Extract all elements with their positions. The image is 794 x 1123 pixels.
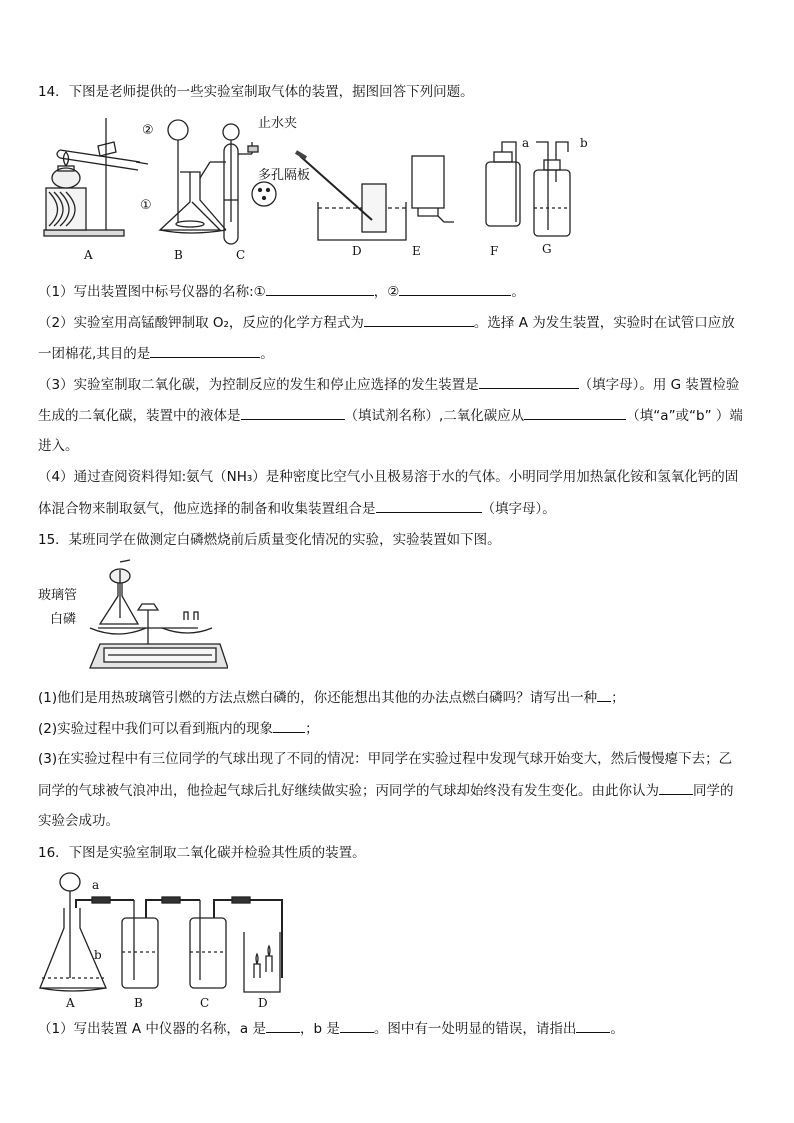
- label-G: G: [542, 242, 552, 256]
- q14-part3-line1: （3）实验室制取二氧化碳，为控制反应的发生和停止应选择的发生装置是 （填字母）。用 G 装置检验: [38, 374, 739, 395]
- label-B: B: [174, 248, 183, 262]
- answer-blank[interactable]: [266, 281, 374, 296]
- label-water-clamp: 止水夹: [258, 116, 298, 131]
- answer-blank[interactable]: [399, 281, 511, 296]
- q16-apparatus-drawing: [36, 868, 306, 1014]
- q14-part3-line3: 进入。: [38, 438, 79, 454]
- label-B: B: [134, 996, 143, 1010]
- q14-apparatus-figure: [40, 112, 600, 262]
- answer-blank[interactable]: [576, 1018, 610, 1033]
- q16-stem: 16．下图是实验室制取二氧化碳并检验其性质的装置。: [38, 845, 366, 861]
- q15-part1: (1)他们是用热玻璃管引燃的方法点燃白磷的，你还能想出其他的办法点燃白磷吗？请写出一种 ；: [38, 687, 625, 708]
- label-C: C: [236, 248, 246, 262]
- label-E: E: [412, 244, 421, 258]
- label-circle-1: ①: [140, 198, 152, 213]
- answer-blank[interactable]: [364, 312, 474, 327]
- label-tube-b: b: [580, 136, 588, 150]
- answer-blank[interactable]: [273, 718, 305, 733]
- label-A: A: [66, 996, 75, 1010]
- label-F: F: [490, 244, 499, 258]
- label-flask-b: b: [94, 948, 102, 962]
- q14-part3-line2: 生成的二氧化碳，装置中的液体是 （填试剂名称）,二氧化碳应从 （填“a”或“b” ）端: [38, 405, 743, 426]
- q15-balance-figure: [38, 558, 228, 674]
- q16-part1: （1）写出装置 A 中仪器的名称，a 是 ，b 是 。图中有一处明显的错误，请指出 。: [38, 1018, 624, 1039]
- q14-part2-line1: （2）实验室用高锰酸钾制取 O₂，反应的化学方程式为 。选择 A 为发生装置，实验时在试管口应放: [38, 312, 735, 333]
- label-D: D: [258, 996, 268, 1010]
- answer-blank[interactable]: [266, 1018, 300, 1033]
- answer-blank[interactable]: [659, 780, 693, 795]
- answer-blank[interactable]: [524, 405, 626, 420]
- answer-blank[interactable]: [597, 687, 611, 702]
- label-A: A: [84, 248, 93, 262]
- label-D: D: [352, 244, 362, 258]
- q15-stem: 15．某班同学在做测定白磷燃烧前后质量变化情况的实验，实验装置如下图。: [38, 532, 501, 548]
- label-tube-a: a: [522, 136, 530, 150]
- label-funnel-a: a: [92, 878, 100, 892]
- answer-blank[interactable]: [340, 1018, 374, 1033]
- q14-part2-line2: 一团棉花,其目的是 。: [38, 343, 274, 364]
- label-C: C: [200, 996, 210, 1010]
- q14-stem: 14．下图是老师提供的一些实验室制取气体的装置，据图回答下列问题。: [38, 84, 474, 100]
- q15-part2: (2)实验过程中我们可以看到瓶内的现象 ；: [38, 718, 319, 739]
- q15-part3-line3: 实验会成功。: [38, 813, 119, 829]
- q16-apparatus-figure: [36, 868, 306, 1014]
- q14-part4-line2: 体混合物来制取氨气，他应选择的制备和收集装置组合是 （填字母）。: [38, 498, 556, 519]
- q15-part3-line2: 同学的气球被气浪冲出，他捡起气球后扎好继续做实验；丙同学的气球却始终没有发生变化。由此你认为 同学的: [38, 780, 734, 801]
- q14-part1: （1）写出装置图中标号仪器的名称:① ，② 。: [38, 281, 525, 302]
- label-white-phosphorus: 白磷: [50, 612, 77, 627]
- answer-blank[interactable]: [150, 343, 260, 358]
- answer-blank[interactable]: [376, 498, 482, 513]
- answer-blank[interactable]: [241, 405, 345, 420]
- label-porous-plate: 多孔隔板: [258, 168, 311, 183]
- answer-blank[interactable]: [479, 374, 579, 389]
- label-glass-tube: 玻璃管: [38, 588, 78, 603]
- q15-part3-line1: (3)在实验过程中有三位同学的气球出现了不同的情况：甲同学在实验过程中发现气球开始变大，然后慢慢瘪下去；乙: [38, 751, 733, 767]
- q14-part4-line1: （4）通过查阅资料得知:氨气（NH₃）是种密度比空气小且极易溶于水的气体。小明同学用加热氯化铵和氢氧化钙的固: [38, 469, 739, 485]
- q14-apparatus-drawing: [40, 112, 600, 262]
- label-circle-2: ②: [142, 123, 154, 138]
